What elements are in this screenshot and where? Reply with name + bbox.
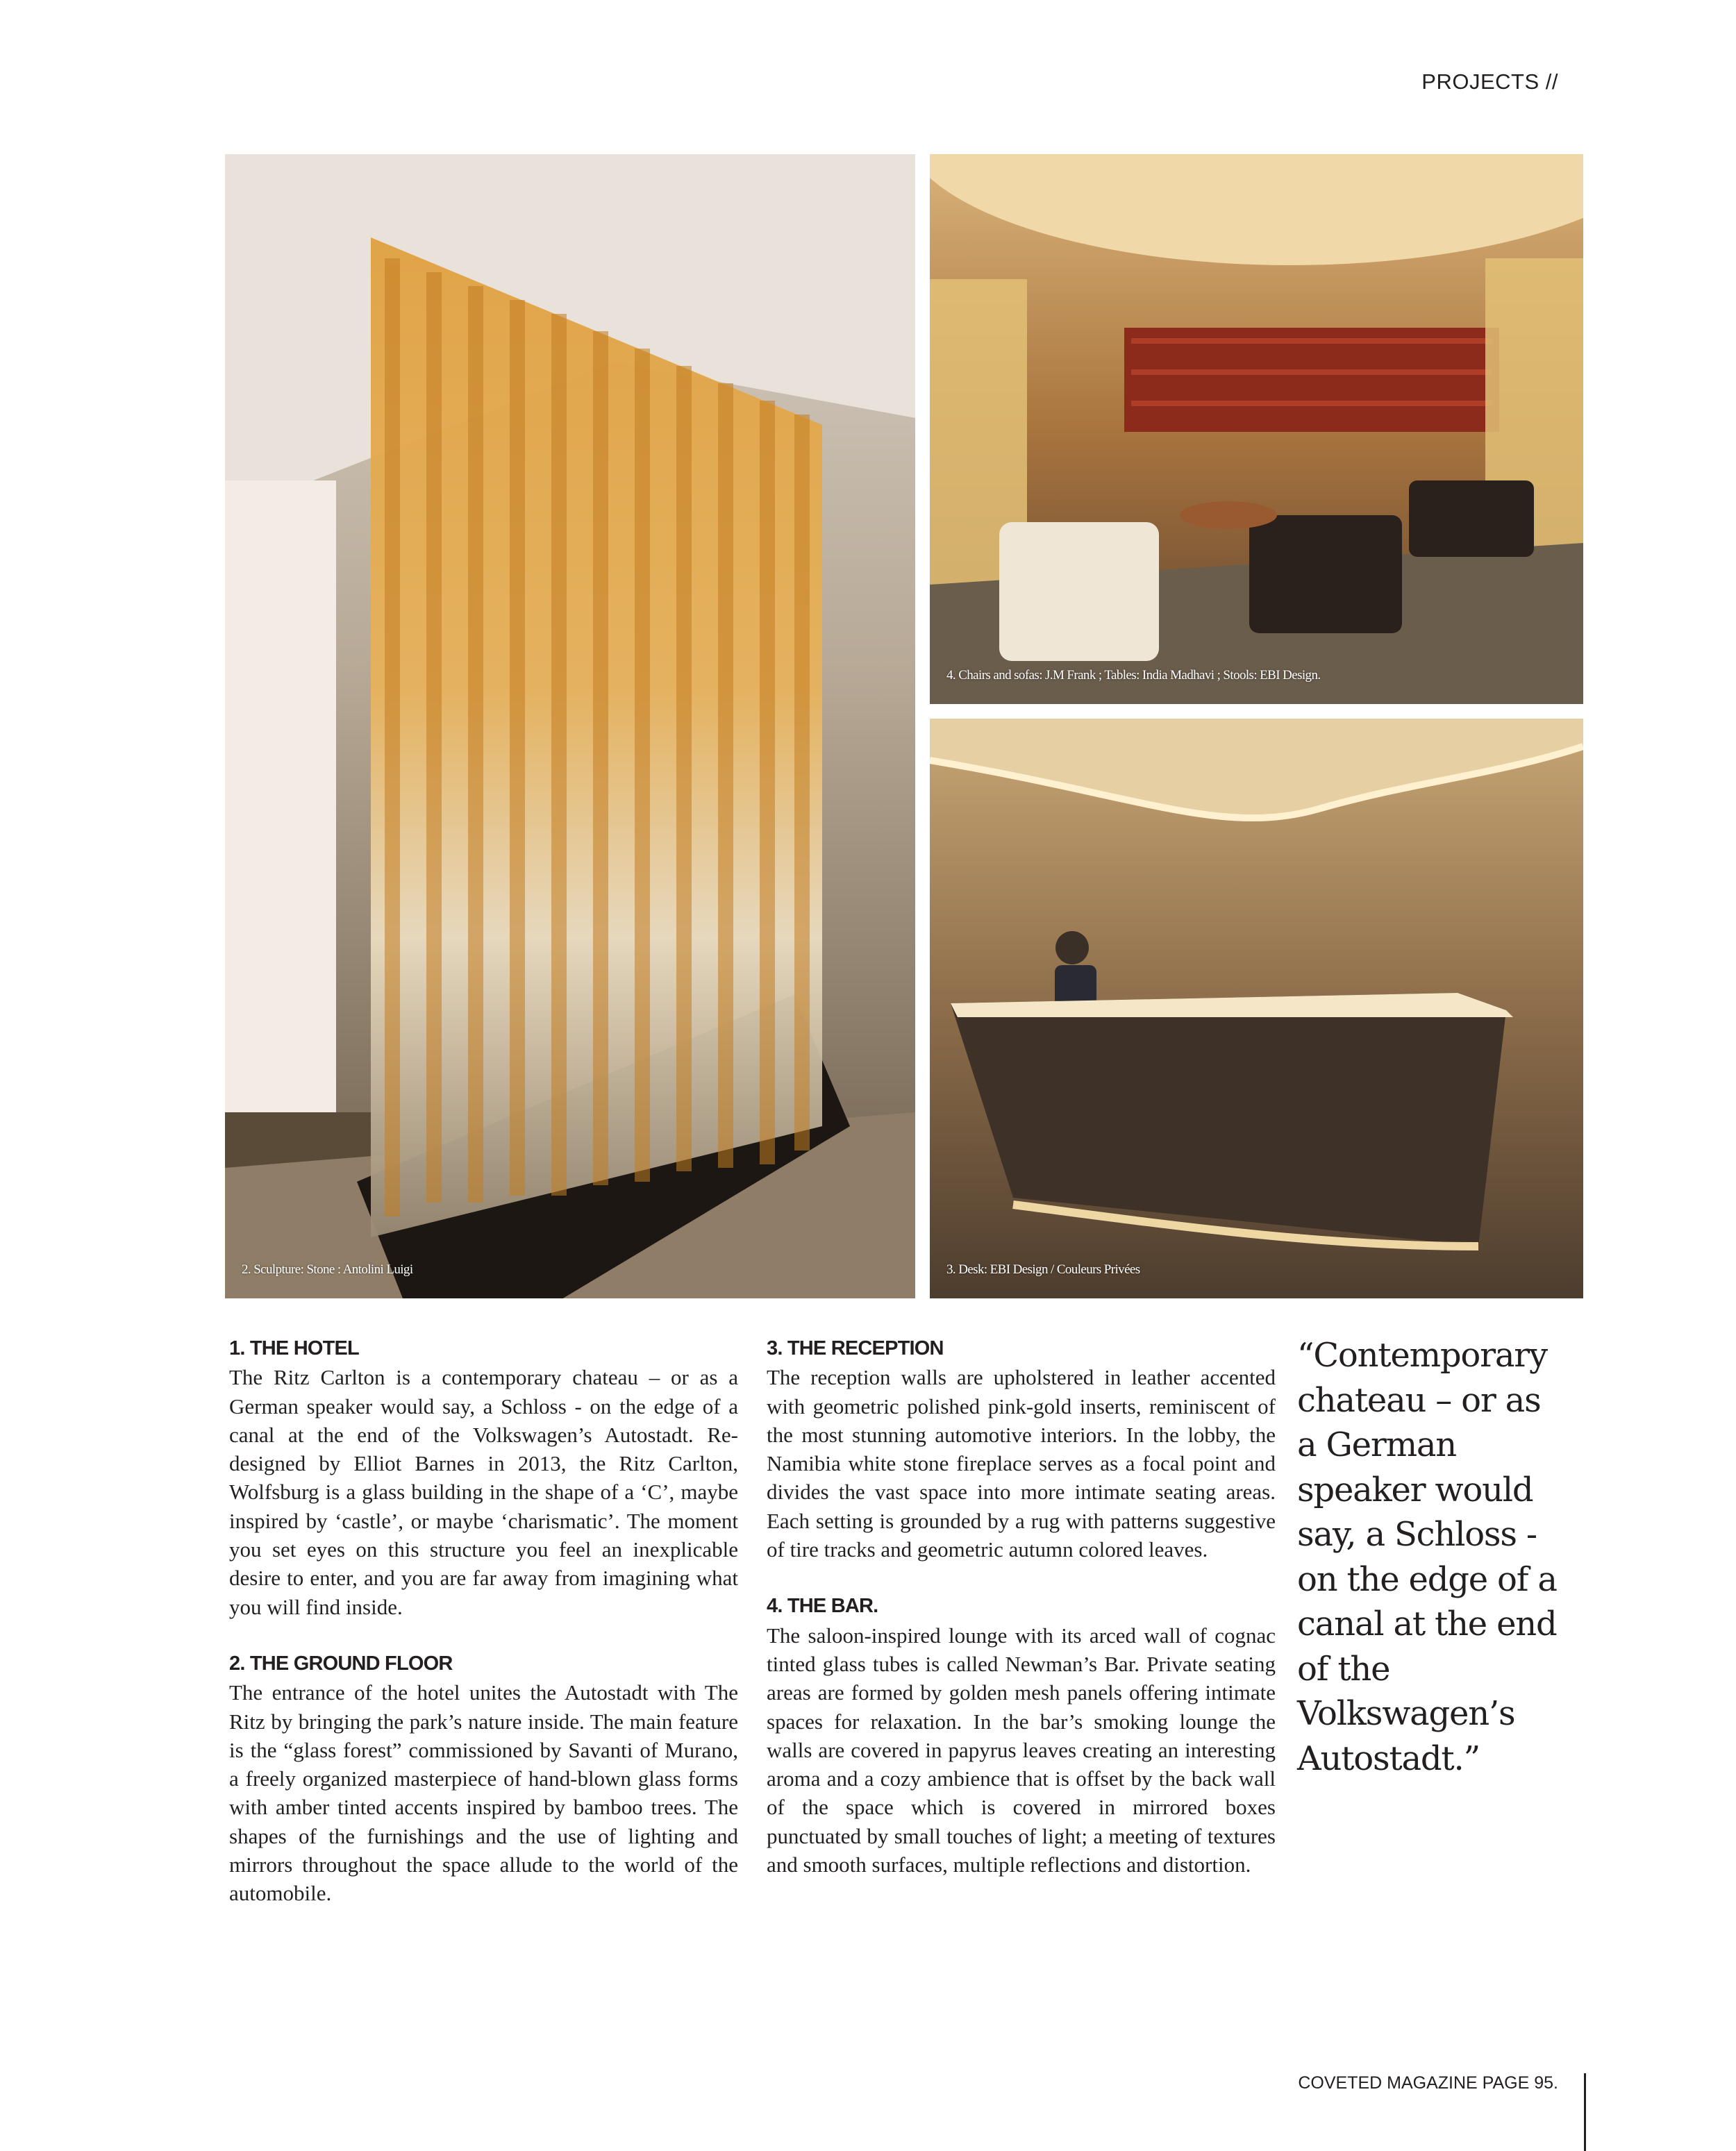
photo-caption: 4. Chairs and sofas: J.M Frank ; Tables: India Madhavi ; Stools: EBI Design. [946, 668, 1321, 683]
section-heading: 1. THE HOTEL [229, 1337, 359, 1359]
article-column-1 [229, 1334, 738, 1936]
glass-sculpture-photo [225, 154, 915, 1298]
section-heading: 2. THE GROUND FLOOR [229, 1652, 453, 1675]
article-column-2 [767, 1334, 1276, 1907]
section-heading: 4. THE BAR. [767, 1595, 878, 1618]
page-footer: COVETED MAGAZINE PAGE 95. [1298, 2073, 1558, 2093]
pull-quote: “Contemporary chateau – or as a German speaker would say, a Schloss - on the edge of a canal at the end of the Volkswagen’s Autostadt.” [1297, 1336, 1557, 1778]
section-body: The saloon-inspired lounge with its arced wall of cognac tinted glass tubes is called Newman’s Bar. Private seating areas are formed by golden mesh panels offering intimate spaces for relaxation. In the bar’s smoking lounge the walls are covered in papyrus leaves creating an interesting aroma and a cozy ambience that is offset by the back wall of the space which is covered in mirrored boxes punctuated by small touches of light; a meeting of textures and smooth surfaces, multiple reflections and distortion. [767, 1623, 1276, 1877]
section-body: The entrance of the hotel unites the Autostadt with The Ritz by bringing the park’s nature inside. The main feature is the “glass forest” commissioned by Savanti of Murano, a freely organized masterpiece of hand-blown glass forms with amber tinted accents inspired by bamboo trees. The shapes of the furnishings and the use of lighting and mirrors throughout the space allude to the world of the automobile. [229, 1680, 738, 1906]
section-heading: 3. THE RECEPTION [767, 1337, 944, 1359]
section-body: The Ritz Carlton is a contemporary chateau – or as a German speaker would say, a Schloss - on the edge of a canal at the end of the Volkswagen’s Autostadt. Re-designed by Elliot Barnes in 2013, the Ritz Carlton, Wolfsburg is a glass building in the shape of a ‘C’, maybe inspired by ‘castle’, or maybe ‘charismatic’. The moment you set eyes on this structure you feel an inexplicable desire to enter, and you are far away from imagining what you will find inside. [229, 1365, 738, 1619]
section-body: The reception walls are upholstered in leather accented with geometric polished pink-gold inserts, reminiscent of the most stunning automotive interiors. In the lobby, the Namibia white stone fireplace serves as a focal point and divides the vast space into more intimate seating areas. Each setting is grounded by a rug with patterns suggestive of tire tracks and geometric autumn colored leaves. [767, 1365, 1276, 1562]
footer-divider [1584, 2073, 1586, 2151]
photo-caption: 2. Sculpture: Stone : Antolini Luigi [242, 1262, 413, 1277]
section-tag: PROJECTS // [1421, 69, 1558, 94]
reception-desk-photo [930, 719, 1583, 1298]
photo-caption: 3. Desk: EBI Design / Couleurs Privées [946, 1262, 1140, 1277]
lounge-photo [930, 154, 1583, 704]
